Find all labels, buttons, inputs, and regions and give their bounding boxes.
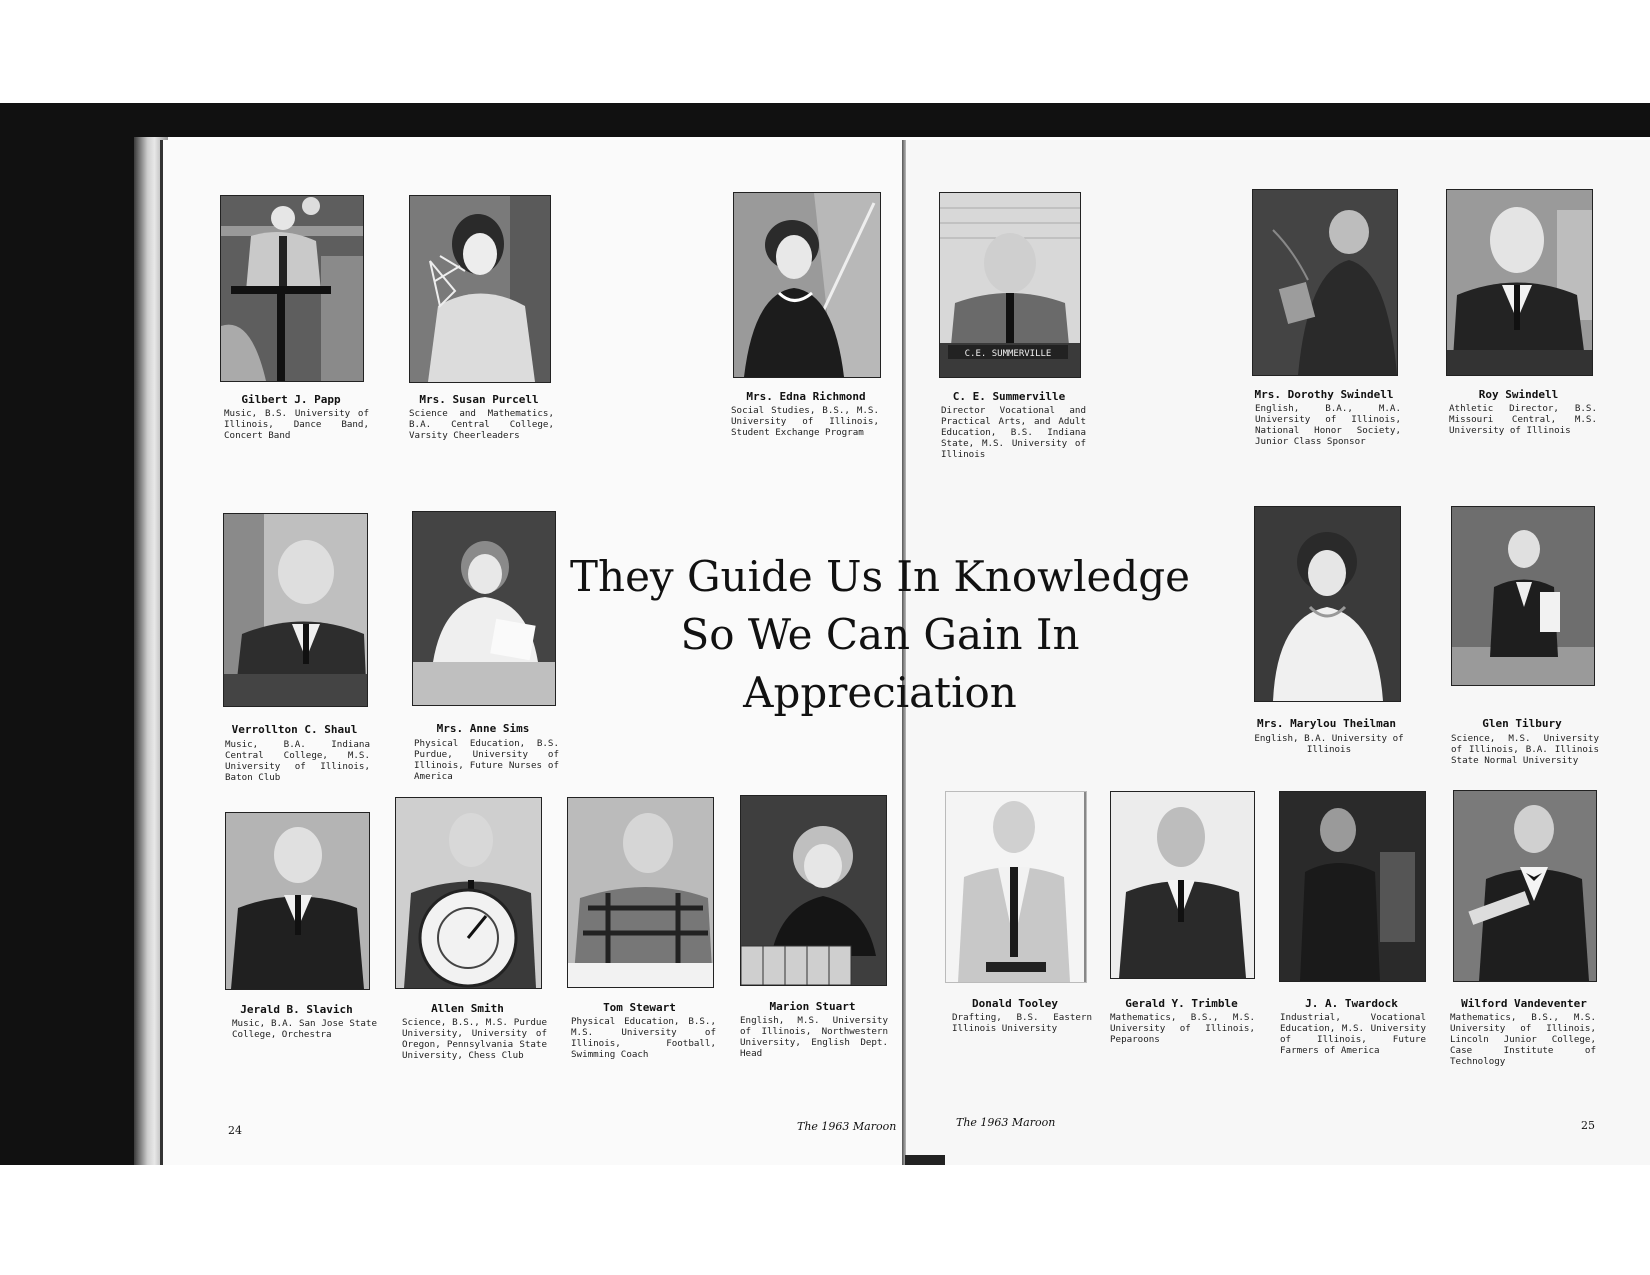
faculty-name: Gerald Y. Trimble <box>1125 997 1238 1010</box>
faculty-description: Mathematics, B.S., M.S. University of Illinois, Lincoln Junior College, Case Institute of Technology <box>1450 1012 1596 1067</box>
faculty-name: Glen Tilbury <box>1482 717 1562 730</box>
left-page-number: 24 <box>228 1124 242 1137</box>
portrait-photo <box>945 791 1087 983</box>
portrait-image <box>413 512 555 705</box>
portrait-photo <box>567 797 714 988</box>
headline-line-1: They Guide Us In Knowledge <box>570 552 1190 601</box>
faculty-description: Athletic Director, B.S. Missouri Central, M.S. University of Illinois <box>1449 403 1597 436</box>
portrait-image <box>410 196 550 382</box>
page-headline <box>560 548 1200 722</box>
faculty-description: English, B.A., M.A. University of Illinois, National Honor Society, Junior Class Sponsor <box>1255 403 1401 447</box>
faculty-name: Mrs. Susan Purcell <box>419 393 539 406</box>
portrait-photo <box>220 195 364 382</box>
portrait-photo <box>1279 791 1426 982</box>
faculty-name: Marion Stuart <box>769 1000 856 1013</box>
faculty-description: Social Studies, B.S., M.S. University of Illinois, Student Exchange Program <box>731 405 879 438</box>
portrait-photo <box>225 812 370 990</box>
faculty-description: Science, M.S. University of Illinois, B.A. Illinois State Normal University <box>1451 733 1599 766</box>
desk-nameplate: C.E. SUMMERVILLE <box>964 349 1052 359</box>
faculty-name: Roy Swindell <box>1478 388 1559 401</box>
headline-line-2: So We Can Gain In Appreciation <box>680 610 1080 717</box>
portrait-image <box>1255 507 1400 701</box>
portrait-photo <box>223 513 368 707</box>
faculty-description: Music, B.S. University of Illinois, Dance Band, Concert Band <box>224 408 369 441</box>
portrait-image <box>396 798 541 988</box>
faculty-name: Mrs. Anne Sims <box>436 722 530 735</box>
faculty-description: English, M.S. University of Illinois, Northwestern University, English Dept. Head <box>740 1015 888 1059</box>
faculty-description: Physical Education, B.S., M.S. University of Illinois, Football, Swimming Coach <box>571 1016 716 1060</box>
faculty-name: Wilford Vandeventer <box>1461 997 1587 1010</box>
faculty-description: English, B.A. University of Illinois <box>1254 733 1404 755</box>
faculty-description: Physical Education, B.S. Purdue, University of Illinois, Future Nurses of America <box>414 738 559 782</box>
faculty-description: Science and Mathematics, B.A. Central College, Varsity Cheerleaders <box>409 408 554 441</box>
portrait-image <box>1111 792 1254 978</box>
portrait-photo <box>733 192 881 378</box>
faculty-name: Tom Stewart <box>603 1001 676 1014</box>
faculty-name: Verrollton C. Shaul <box>231 723 358 736</box>
portrait-image <box>1447 190 1592 375</box>
faculty-description: Industrial, Vocational Education, M.S. University of Illinois, Future Farmers of America <box>1280 1012 1426 1056</box>
faculty-description: Director Vocational and Practical Arts, and Adult Education, B.S. Indiana State, M.S. University of Illinois <box>941 405 1086 460</box>
portrait-photo <box>409 195 551 383</box>
portrait-image <box>734 193 880 377</box>
portrait-photo <box>740 795 887 986</box>
portrait-photo <box>1252 189 1398 376</box>
portrait-image <box>1280 792 1425 981</box>
faculty-name: Allen Smith <box>431 1002 504 1015</box>
faculty-name: C. E. Summerville <box>952 390 1066 403</box>
faculty-name: Mrs. Dorothy Swindell <box>1254 388 1394 401</box>
faculty-name: J. A. Twardock <box>1305 997 1398 1010</box>
portrait-image <box>221 196 363 381</box>
faculty-name: Mrs. Edna Richmond <box>746 390 866 403</box>
right-page-number: 25 <box>1581 1119 1595 1132</box>
faculty-description: Drafting, B.S. Eastern Illinois University <box>952 1012 1092 1034</box>
portrait-photo <box>1446 189 1593 376</box>
portrait-image <box>940 193 1080 377</box>
faculty-description: Mathematics, B.S., M.S. University of Illinois, Peparoons <box>1110 1012 1255 1045</box>
faculty-name: Jerald B. Slavich <box>240 1003 353 1016</box>
faculty-description: Music, B.A. Indiana Central College, M.S. University of Illinois, Baton Club <box>225 739 370 783</box>
portrait-photo <box>412 511 556 706</box>
scan-border-top <box>0 103 1650 137</box>
faculty-name: Gilbert J. Papp <box>241 393 341 406</box>
right-footer-title: The 1963 Maroon <box>956 1116 1056 1129</box>
faculty-name: Mrs. Marylou Theilman <box>1256 717 1397 730</box>
portrait-photo <box>939 192 1081 378</box>
faculty-description: Music, B.A. San Jose State College, Orchestra <box>232 1018 377 1040</box>
portrait-image <box>568 798 713 987</box>
portrait-photo <box>1110 791 1255 979</box>
page-edge-shadow <box>905 1155 945 1165</box>
portrait-photo <box>1451 506 1595 686</box>
left-footer-title: The 1963 Maroon <box>797 1120 897 1133</box>
portrait-image <box>741 796 886 985</box>
portrait-image <box>224 514 367 706</box>
portrait-image <box>1454 791 1596 981</box>
faculty-description: Science, B.S., M.S. Purdue University, University of Oregon, Pennsylvania State University, Chess Club <box>402 1017 547 1061</box>
portrait-image <box>226 813 369 989</box>
portrait-photo <box>1453 790 1597 982</box>
portrait-image <box>1253 190 1397 375</box>
portrait-photo <box>395 797 542 989</box>
faculty-name: Donald Tooley <box>971 997 1059 1010</box>
portrait-image <box>946 792 1086 982</box>
scan-border-left <box>0 103 134 1165</box>
portrait-photo <box>1254 506 1401 702</box>
portrait-image <box>1452 507 1594 685</box>
